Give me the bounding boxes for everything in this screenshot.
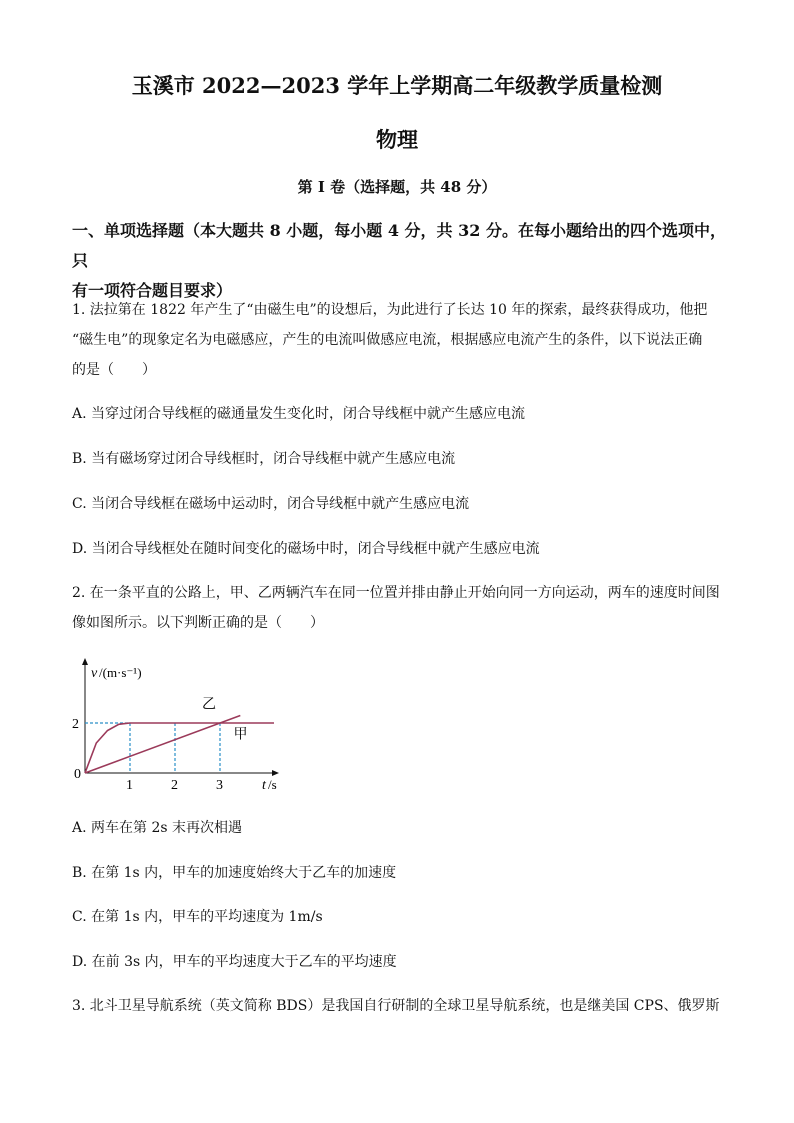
series-line-yi [85,716,240,774]
subject-title: 物理 [376,127,418,152]
exam-title: 玉溪市 2022—2023 学年上学期高二年级教学质量检测 [131,73,663,98]
q2-stem-line2: 像如图所示。以下判断正确的是（ ） [72,615,324,631]
q1-option-a: A. 当穿过闭合导线框的磁通量发生变化时，闭合导线框中就产生感应电流 [72,406,526,422]
q2-option-d: D. 在前 3s 内，甲车的平均速度大于乙车的平均速度 [72,954,397,970]
x-axis-label: t [262,778,266,793]
section-heading-line1: 一、单项选择题（本大题共 8 小题，每小题 4 分，共 32 分。在每小题给出的四个选项中，只 [72,221,726,270]
x-axis-arrow [272,770,279,776]
q3-stem-line1: 3. 北斗卫星导航系统（英文简称 BDS）是我国自行研制的全球卫星导航系统，也是继美国 CPS、俄罗斯 [72,998,720,1014]
q2-option-c: C. 在第 1s 内，甲车的平均速度为 1m/s [72,909,323,925]
y-axis-label: v [91,666,98,681]
q1-option-b: B. 当有磁场穿过闭合导线框时，闭合导线框中就产生感应电流 [72,451,456,467]
q2-stem-line1: 2. 在一条平直的公路上，甲、乙两辆汽车在同一位置并排由静止开始向同一方向运动，两车的速度时间图 [72,585,720,601]
x-tick-label-3: 3 [216,778,223,793]
q2-option-a: A. 两车在第 2s 末再次相遇 [72,820,243,836]
velocity-time-chart [66,652,296,800]
y-axis-arrow [82,658,88,665]
q2-option-b: B. 在第 1s 内，甲车的加速度始终大于乙车的加速度 [72,865,397,881]
q1-option-c: C. 当闭合导线框在磁场中运动时，闭合导线框中就产生感应电流 [72,496,470,512]
origin-label: 0 [74,767,81,782]
q1-stem-line1: 1. 法拉第在 1822 年产生了“由磁生电”的设想后，为此进行了长达 10 年的探索，最终获得成功，他把 [72,302,708,318]
q1-option-d: D. 当闭合导线框处在随时间变化的磁场中时，闭合导线框中就产生感应电流 [72,541,540,557]
series-label-yi: 乙 [202,697,216,713]
volume-title: 第 I 卷（选择题，共 48 分） [297,178,497,196]
section-heading-line2: 有一项符合题目要求） [72,281,233,300]
q1-stem-line2: “磁生电”的现象定名为电磁感应，产生的电流叫做感应电流，根据感应电流产生的条件，以下说法正确 [72,332,703,348]
series-label-jia: 甲 [233,727,248,743]
x-tick-label-2: 2 [171,778,178,793]
y-axis-unit: /(m·s⁻¹) [99,665,142,680]
section-heading [72,216,732,306]
x-tick-label-1: 1 [126,778,133,793]
y-tick-label-2: 2 [72,717,79,732]
x-axis-unit: /s [268,777,277,792]
q1-stem-line3: 的是（ ） [72,362,156,378]
